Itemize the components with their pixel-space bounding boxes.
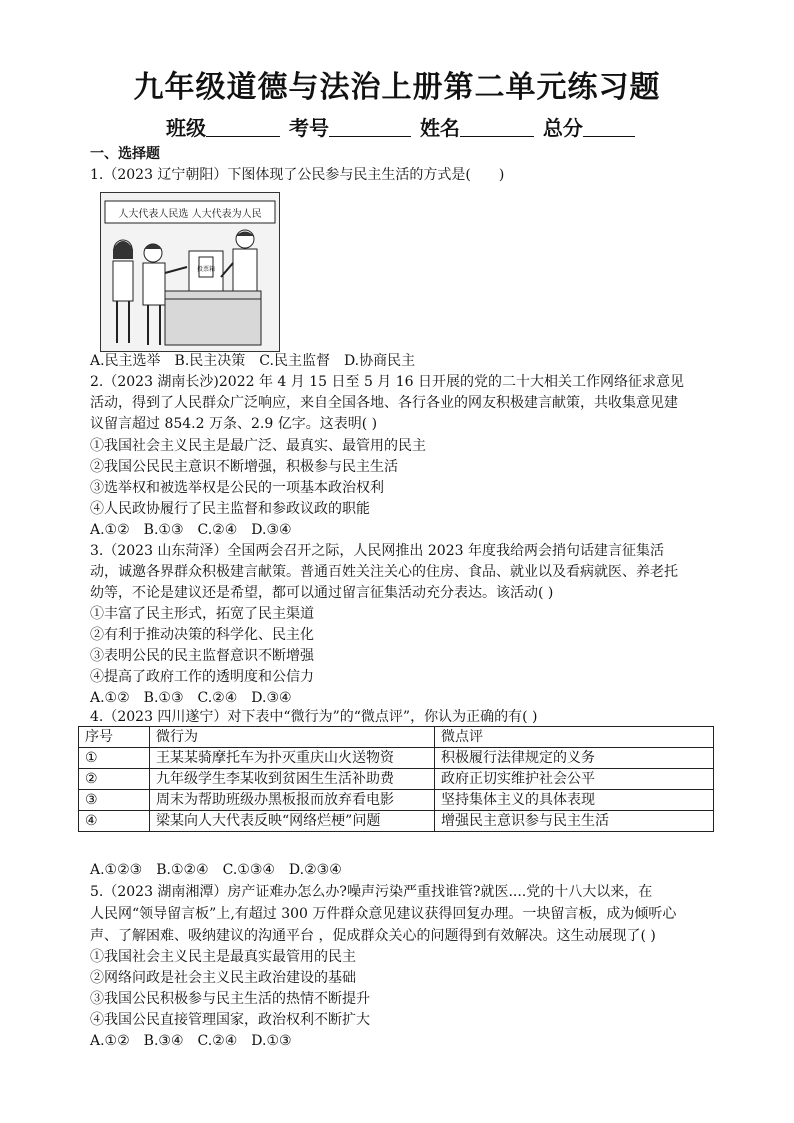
exam-no-label: 考号 [288,116,329,140]
question-5-line-3: 声、了解困难、吸纳建议的沟通平台 ，促成群众关心的问题得到有效解决。这生动展现了( ) [90,928,656,944]
question-2-line-3: 议留言超过 854.2 万条、2.9 亿字。这表明( ) [90,416,378,432]
score-label: 总分 [542,116,583,140]
question-3-item: ③表明公民的民主监督意识不断增强 [90,648,314,664]
table-row [79,790,714,811]
table-cell: ④ [79,811,150,832]
question-2-options: A.①② B.①③ C.②④ D.③④ [90,522,292,538]
table-cell: 政府正切实维护社会公平 [435,769,714,790]
voting-illustration [101,193,279,351]
table-cell: ② [79,769,150,790]
question-2-line-2: 活动，得到了人民群众广泛响应，来自全国各地、各行各业的网友积极建言献策，共收集意见建 [90,395,678,411]
score-blank[interactable] [583,118,635,137]
question-3-options: A.①② B.①③ C.②④ D.③④ [90,690,292,706]
question-5-item: ②网络问政是社会主义民主政治建设的基础 [90,970,356,986]
question-3-item: ②有利于推动决策的科学化、民主化 [90,627,314,643]
question-5-line-2: 人民网“领导留言板”上,有超过 300 万件群众意见建议获得回复办理。一块留言板，成为倾听心 [90,906,677,922]
question-2-item: ③选举权和被选举权是公民的一项基本政治权利 [90,480,384,496]
question-5-item: ④我国公民直接管理国家，政治权利不断扩大 [90,1012,370,1028]
question-5-options: A.①② B.③④ C.②④ D.①③ [90,1033,292,1049]
question-2-item: ①我国社会主义民主是最广泛、最真实、最管用的民主 [90,438,426,454]
question-4-table [78,726,714,832]
question-2-line-1: 2.（2023 湖南长沙)2022 年 4 月 15 日至 5 月 16 日开展的党的二十大相关工作网络征求意见 [90,374,685,390]
table-row [79,769,714,790]
question-3-item: ④提高了政府工作的透明度和公信力 [90,669,314,685]
table-row [79,748,714,769]
question-1-figure [100,192,280,352]
question-5-item: ③我国公民积极参与民主生活的热情不断提升 [90,991,370,1007]
class-blank[interactable] [206,118,280,137]
table-cell: ③ [79,790,150,811]
question-4-stem: 4.（2023 四川遂宁）对下表中“微行为”的“微点评”，你认为正确的有( ) [90,709,538,725]
table-cell: 积极履行法律规定的义务 [435,748,714,769]
table-row [79,811,714,832]
table-cell: 九年级学生李某收到贫困生生活补助费 [150,769,435,790]
name-label: 姓名 [419,116,460,140]
section-heading: 一、选择题 [90,146,160,162]
exam-no-blank[interactable] [329,118,411,137]
table-cell: 增强民主意识参与民主生活 [435,811,714,832]
table-header-row [79,727,714,748]
question-5-line-1: 5.（2023 湖南湘潭）房产证难办怎么办?噪声污染严重找谁管?就医....党的十八大以来，在 [90,884,653,900]
table-header-cell: 微点评 [435,727,714,748]
table-cell: 坚持集体主义的具体表现 [435,790,714,811]
question-3-item: ①丰富了民主形式，拓宽了民主渠道 [90,606,314,622]
question-3-line-2: 动，诚邀各界群众积极建言献策。普通百姓关注关心的住房、食品、就业以及看病就医、养老托 [90,564,678,580]
question-1-options: A.民主选举 B.民主决策 C.民主监督 D.协商民主 [90,353,416,369]
question-4-options: A.①②③ B.①②④ C.①③④ D.②③④ [90,862,342,878]
question-5-item: ①我国社会主义民主是最真实最管用的民主 [90,949,356,965]
table-cell: 王某某骑摩托车为扑灭重庆山火送物资 [150,748,435,769]
name-blank[interactable] [460,118,534,137]
question-1-stem: 1.（2023 辽宁朝阳）下图体现了公民参与民主生活的方式是( ) [90,167,505,183]
question-2-item: ②我国公民民主意识不断增强，积极参与民主生活 [90,459,398,475]
student-info-line [166,112,637,141]
table-cell: ① [79,748,150,769]
question-2-item: ④人民政协履行了民主监督和参政议政的职能 [90,501,370,517]
figure-banner-text: 人大代表人民选 人大代表为人民 [118,209,262,220]
table-header-cell: 序号 [79,727,150,748]
class-label: 班级 [166,116,206,140]
question-3-line-3: 幼等，不论是建议还是希望，都可以通过留言征集活动充分表达。该活动( ) [90,585,554,601]
ballot-box-label: 投票箱 [196,266,216,273]
question-3-line-1: 3.（2023 山东菏泽）全国两会召开之际，人民网推出 2023 年度我给两会捎句话建言征集活 [90,543,664,559]
page-title: 九年级道德与法治上册第二单元练习题 [133,70,661,105]
table-header-cell: 微行为 [150,727,435,748]
table-cell: 周末为帮助班级办黑板报而放弃看电影 [150,790,435,811]
table-cell: 梁某向人大代表反映“网络烂梗”问题 [150,811,435,832]
